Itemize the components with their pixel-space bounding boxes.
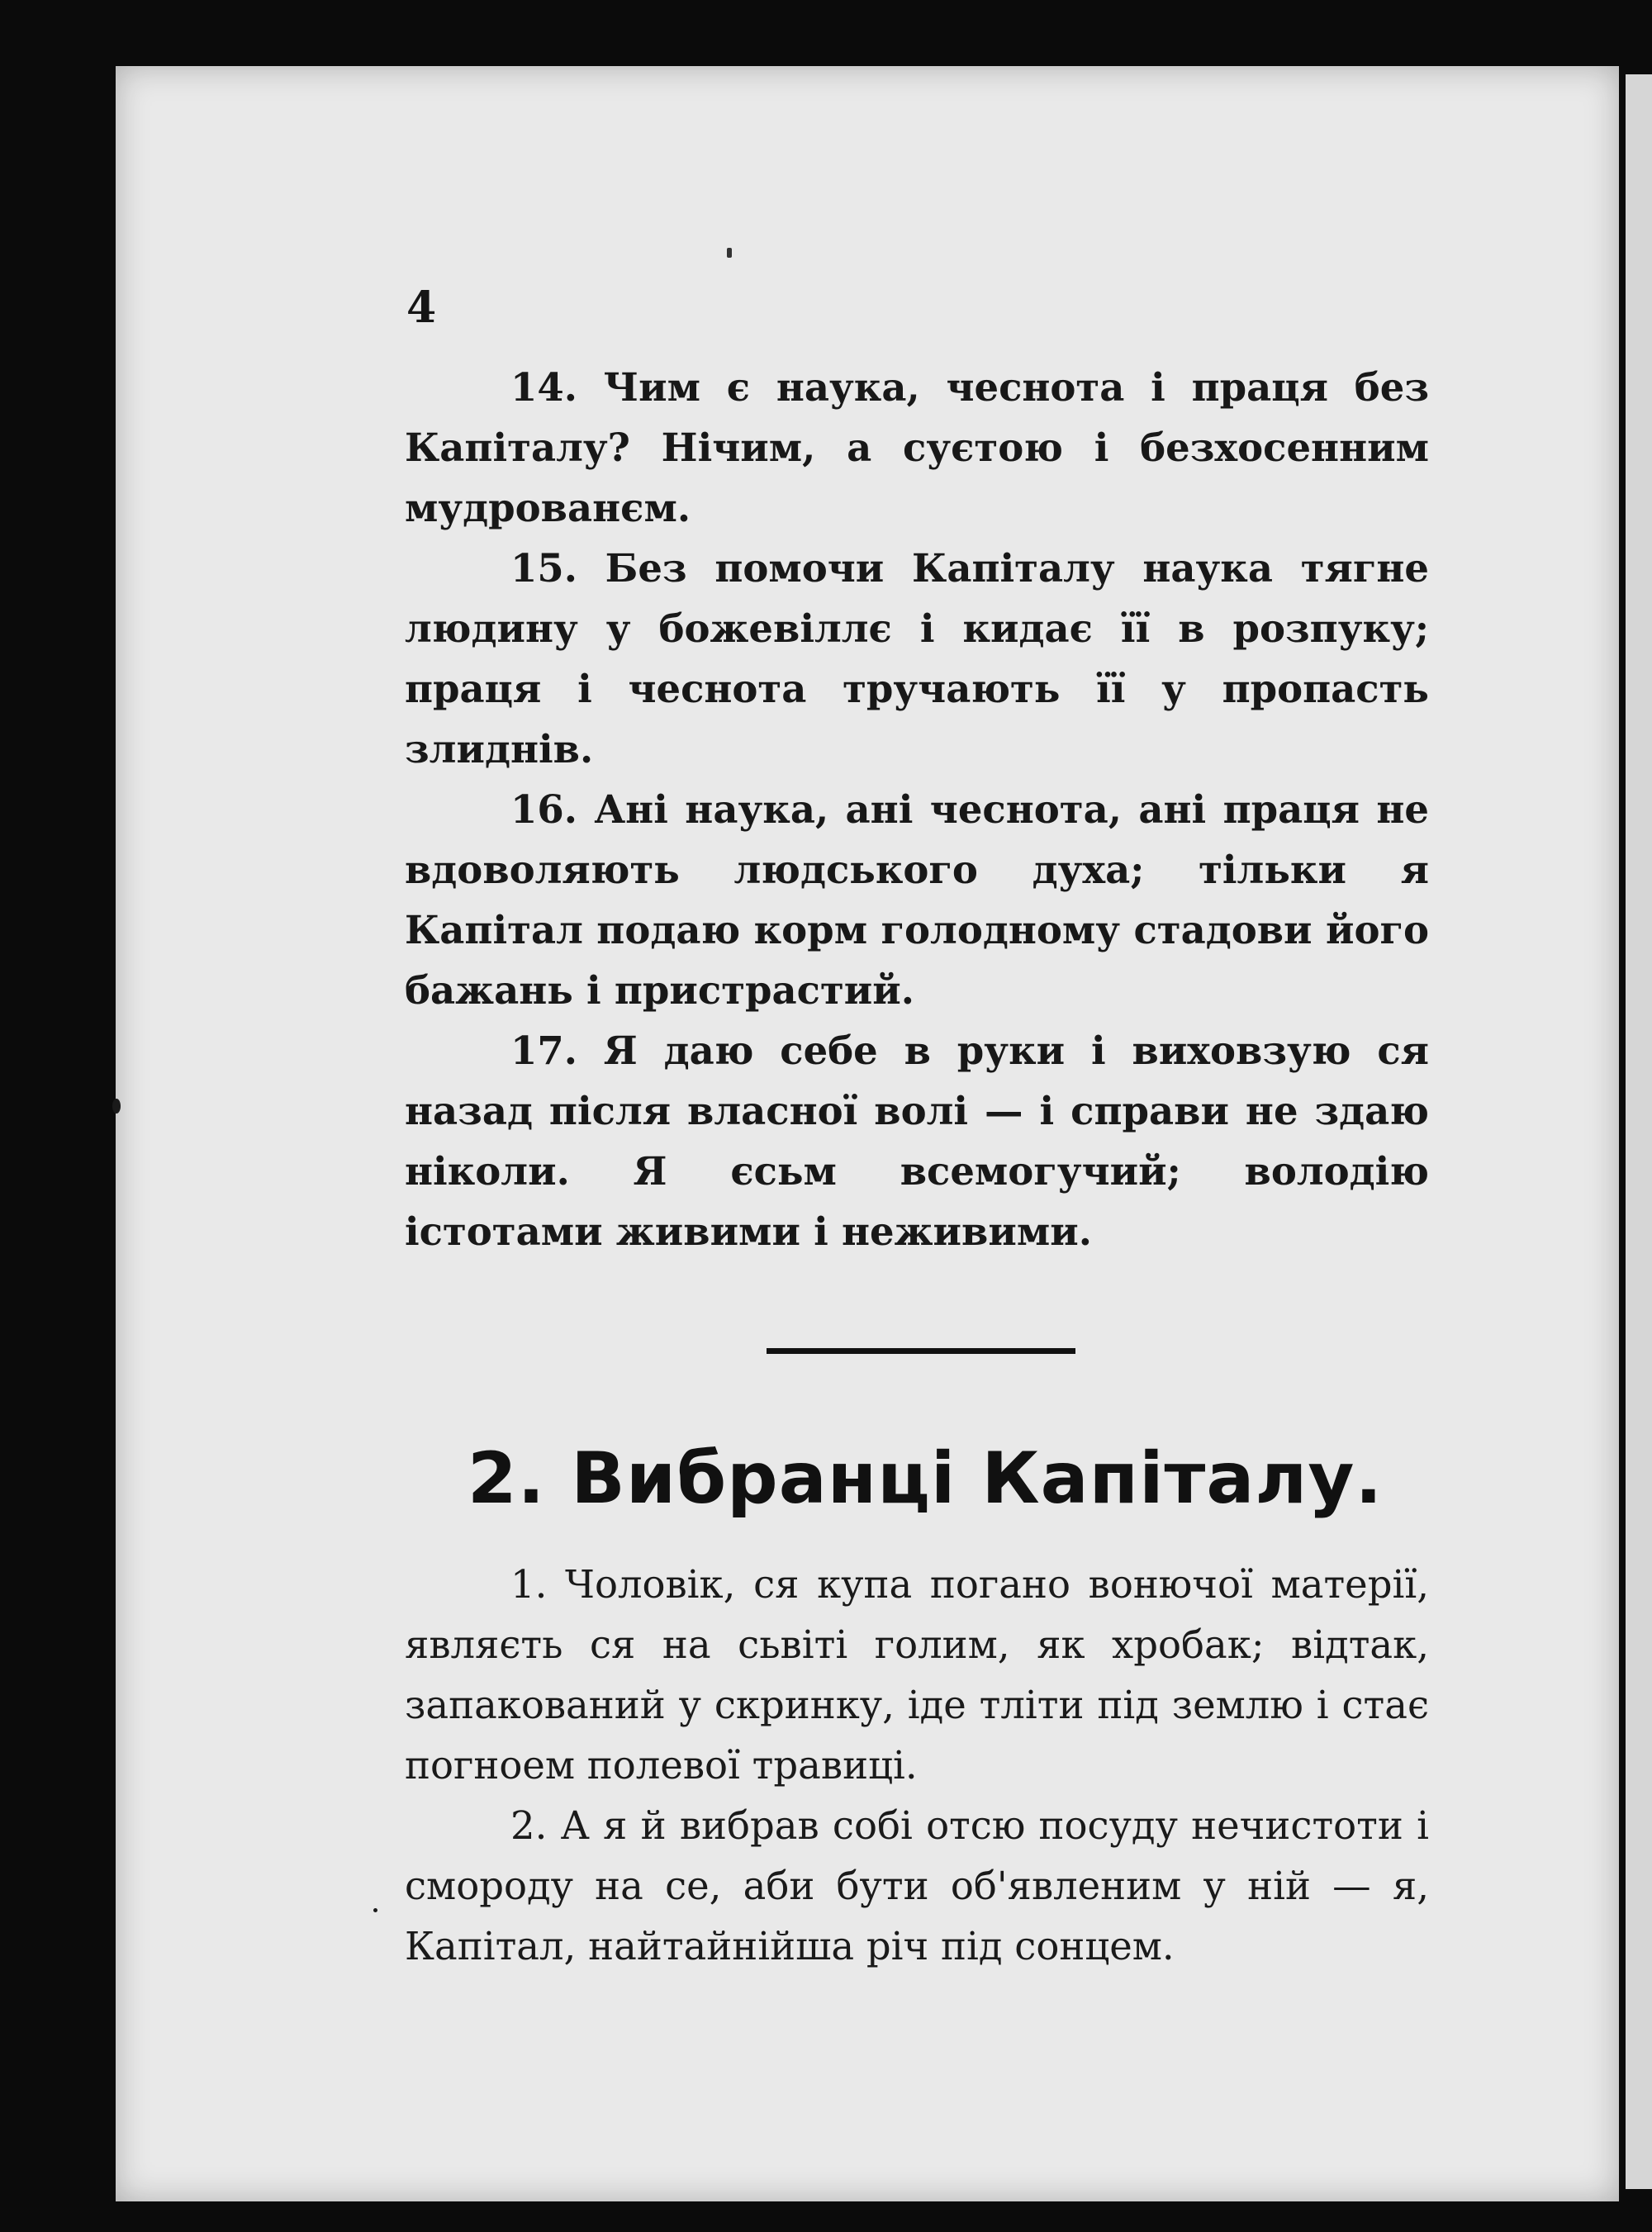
verse-14: 14. Чим є наука, чеснота і праця без Капіталу? Нічим, а суєтою і безхосенним мудрованєм. — [405, 364, 1429, 530]
verse-2: 2. А я й вибрав собі отсю посуду нечистоти і смороду на се, аби бути об'явленим у ній — я, Капітал, найтайнійша річ під сонцем. — [405, 1803, 1429, 1968]
section-divider-rule — [767, 1348, 1075, 1354]
scan-artifact — [112, 1099, 121, 1114]
verse-16: 16. Ані наука, ані чеснота, ані праця не вдоволяють людського духа; тільки я Капітал подаю корм голодному стадови його бажань і пристрастий. — [405, 786, 1429, 1013]
scan-artifact — [373, 1908, 377, 1912]
section-heading: 2. Вибранці Капіталу. — [467, 1437, 1384, 1520]
verse-15: 15. Без помочи Капіталу наука тягне людину у божевіллє і кидає її в розпуку; праця і чеснота тручають її у пропасть злиднів. — [405, 545, 1429, 772]
page-number: 4 — [406, 283, 437, 333]
numbered-verses-bottom — [405, 1555, 1429, 1977]
verse-1: 1. Чоловік, ся купа погано вонючої матерії, являєть ся на сьвіті голим, як хробак; відтак, запакований у скринку, іде тліти під землю і стає погноем полевої травиці. — [405, 1562, 1429, 1788]
adjacent-page-edge — [1626, 74, 1652, 2189]
ink-speck — [727, 248, 732, 258]
verse-17: 17. Я даю себе в руки і виховзую ся назад після власної волі — і справи не здаю ніколи. Я єсьм всемогучий; володію істотами живими і неживими. — [405, 1028, 1429, 1254]
numbered-verses-top — [405, 357, 1429, 1261]
